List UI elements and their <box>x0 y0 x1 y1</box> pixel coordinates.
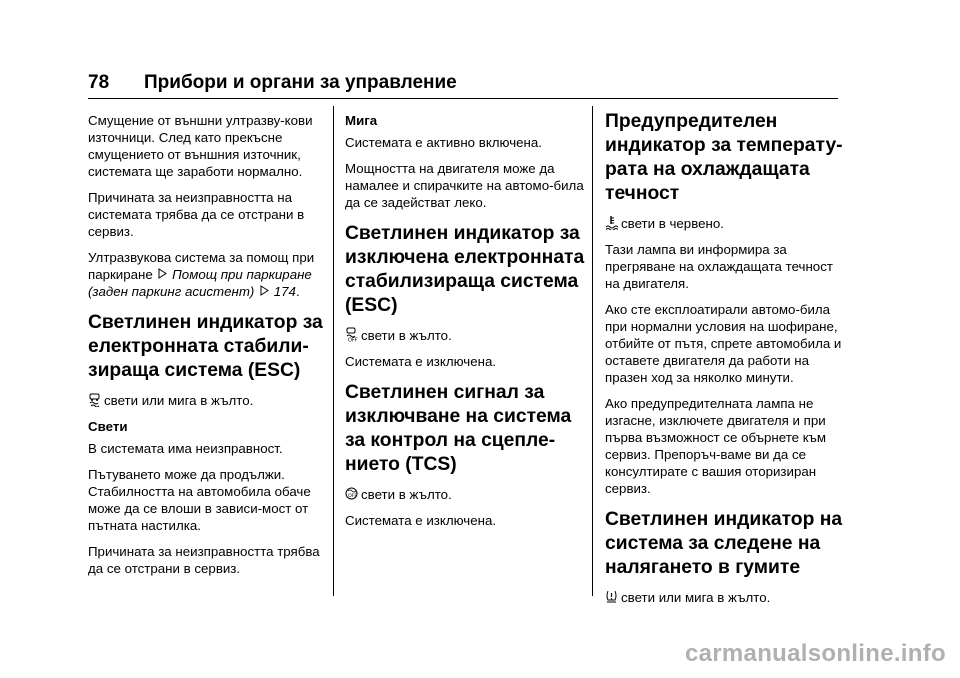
indicator-line <box>605 589 845 606</box>
page-title: Прибори и органи за управление <box>144 72 457 93</box>
triangle-right-icon <box>156 266 168 283</box>
thermometer-coolant-icon <box>605 215 618 230</box>
column-1 <box>88 112 328 586</box>
section-heading-tpms: Светлинен индикатор на система за следене на налягането в гумите <box>605 509 843 578</box>
section-heading-esc-off: Светлинен индикатор за изключена електронната стабилизираща система (ESC) <box>345 223 585 316</box>
paragraph-text: Ултразвукова система за помощ при паркиране <box>88 250 315 282</box>
cross-reference-page[interactable]: 174 <box>273 284 296 299</box>
paragraph: Причината за неизправността трябва да се отстрани в сервиз. <box>88 544 320 576</box>
svg-text:OFF: OFF <box>348 337 358 342</box>
period: . <box>295 284 300 299</box>
skidding-car-icon <box>88 392 101 407</box>
indicator-status: свети в жълто. <box>361 487 452 502</box>
triangle-right-icon <box>258 283 270 300</box>
paragraph: Системата е изключена. <box>345 513 497 528</box>
section-heading-tcs-off: Светлинен сигнал за изключване на система за контрол на сцепле-нието (TCS) <box>345 382 572 475</box>
column-2 <box>345 112 585 538</box>
page-number: 78 <box>88 72 110 93</box>
indicator-line <box>345 486 585 503</box>
paragraph: Мощността на двигателя може да намалее и спирачките на автомо-била да се задействат леко. <box>345 161 584 210</box>
watermark: carmanualsonline.info <box>684 640 946 667</box>
header-rule <box>88 98 838 99</box>
paragraph: Тази лампа ви информира за прегряване на охлаждащата течност на двигателя. <box>605 242 833 291</box>
paragraph: Смущение от външни ултразву-кови източници. След като прекъсне смущението от външния източник, системата ще заработи нормално. <box>88 113 313 179</box>
paragraph: Системата е изключена. <box>345 354 497 369</box>
paragraph: Причината за неизправността на системата трябва да се отстрани в сервиз. <box>88 190 305 239</box>
column-divider <box>592 106 593 596</box>
indicator-status: свети или мига в жълто. <box>104 393 254 408</box>
paragraph: Ако предупредителната лампа не изгасне, изключете двигателя и при първа възможност се обърнете към сервиз. Препоръч-ваме ви да се консултирате с вашия оторизиран сервиз. <box>605 396 827 496</box>
indicator-status: свети в червено. <box>621 216 724 231</box>
paragraph: Ако сте експлоатирали автомо-била при нормални условия на шофиране, отбийте от пътя, спрете автомобила и оставете двигателя да работи на празен ход за няколко минути. <box>605 302 842 385</box>
indicator-line <box>88 392 328 409</box>
subheading-flash: Мига <box>345 113 378 128</box>
paragraph: Пътуването може да продължи. Стабилността на автомобила обаче може да се влоши в зависи-мост от пътната настилка. <box>88 467 311 533</box>
esc-off-icon <box>345 327 358 342</box>
section-heading-coolant: Предупредителен индикатор за температу-рата на охлаждащата течност <box>605 111 843 204</box>
paragraph: В системата има неизправност. <box>88 441 283 456</box>
svg-text:OFF: OFF <box>348 494 357 499</box>
column-3 <box>605 106 845 615</box>
column-divider <box>333 106 334 596</box>
section-heading-esc: Светлинен индикатор за електронната стабили-зираща система (ESC) <box>88 312 323 381</box>
subheading-lit: Свети <box>88 419 128 434</box>
tcs-off-icon <box>345 486 358 501</box>
indicator-line <box>345 327 585 344</box>
indicator-status: свети в жълто. <box>361 328 452 343</box>
indicator-status: свети или мига в жълто. <box>621 590 771 605</box>
cross-reference-link[interactable]: Помощ при паркиране (заден паркинг асистент) <box>88 267 312 299</box>
paragraph <box>88 249 328 300</box>
tire-pressure-icon <box>605 589 618 604</box>
paragraph: Системата е активно включена. <box>345 135 542 150</box>
indicator-line <box>605 215 845 232</box>
